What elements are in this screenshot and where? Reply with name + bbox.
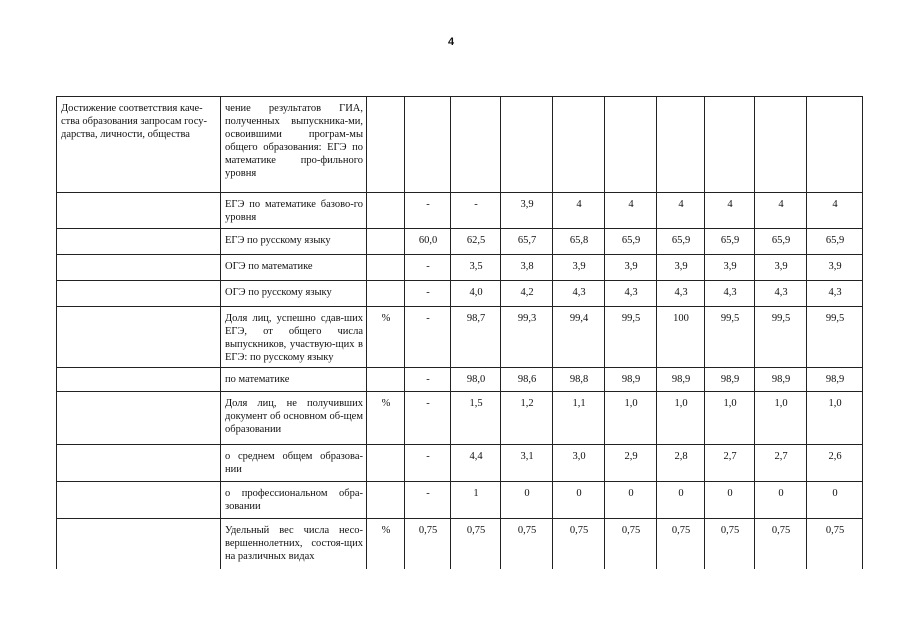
indicator-cell: о профессиональном обра-зовании xyxy=(221,482,367,519)
value-cell: 0,75 xyxy=(807,519,863,569)
value-cell: 65,9 xyxy=(605,229,657,255)
value-cell xyxy=(501,97,553,193)
value-cell: 65,9 xyxy=(807,229,863,255)
value-cell: 98,9 xyxy=(605,368,657,392)
area-cell xyxy=(57,255,221,281)
indicators-table xyxy=(56,96,863,569)
value-cell: - xyxy=(405,281,451,307)
value-cell: 4,3 xyxy=(657,281,705,307)
value-cell: - xyxy=(405,368,451,392)
indicator-cell: о среднем общем образова-нии xyxy=(221,445,367,482)
value-cell: 4 xyxy=(705,193,755,229)
value-cell: - xyxy=(405,307,451,368)
value-cell: 1,0 xyxy=(807,392,863,445)
value-cell: 100 xyxy=(657,307,705,368)
value-cell xyxy=(807,97,863,193)
indicator-cell: ЕГЭ по русскому языку xyxy=(221,229,367,255)
value-cell: 99,5 xyxy=(705,307,755,368)
value-cell: 1,0 xyxy=(605,392,657,445)
value-cell: 3,9 xyxy=(807,255,863,281)
unit-cell xyxy=(367,97,405,193)
indicator-cell: ОГЭ по математике xyxy=(221,255,367,281)
value-cell: 0,75 xyxy=(605,519,657,569)
value-cell: 4,3 xyxy=(755,281,807,307)
value-cell: 0 xyxy=(755,482,807,519)
unit-cell xyxy=(367,482,405,519)
value-cell: 4 xyxy=(755,193,807,229)
area-cell: Достижение соответствия каче-ства образования запросам госу-дарства, личности, общества xyxy=(57,97,221,193)
value-cell: 3,9 xyxy=(657,255,705,281)
value-cell: 3,0 xyxy=(553,445,605,482)
value-cell: 0,75 xyxy=(501,519,553,569)
table-row xyxy=(57,445,863,482)
value-cell: 3,9 xyxy=(553,255,605,281)
value-cell: 65,9 xyxy=(755,229,807,255)
value-cell: 4 xyxy=(553,193,605,229)
value-cell: 99,5 xyxy=(605,307,657,368)
value-cell: 65,7 xyxy=(501,229,553,255)
value-cell: 0 xyxy=(501,482,553,519)
value-cell: 0 xyxy=(807,482,863,519)
value-cell: 0,75 xyxy=(657,519,705,569)
value-cell: 3,9 xyxy=(501,193,553,229)
value-cell: 0,75 xyxy=(451,519,501,569)
value-cell: 98,9 xyxy=(657,368,705,392)
value-cell: 3,9 xyxy=(705,255,755,281)
value-cell: 2,8 xyxy=(657,445,705,482)
area-cell xyxy=(57,307,221,368)
value-cell: 0,75 xyxy=(405,519,451,569)
value-cell: 1,1 xyxy=(553,392,605,445)
table-row xyxy=(57,392,863,445)
table-row xyxy=(57,255,863,281)
value-cell: 1 xyxy=(451,482,501,519)
value-cell xyxy=(405,97,451,193)
indicator-cell: Доля лиц, успешно сдав-ших ЕГЭ, от общего числа выпускников, участвую-щих в ЕГЭ: по русскому языку xyxy=(221,307,367,368)
indicator-cell: Удельный вес числа несо-вершеннолетних, состоя-щих на различных видах xyxy=(221,519,367,569)
area-cell xyxy=(57,281,221,307)
value-cell: 1,0 xyxy=(705,392,755,445)
value-cell: 4,2 xyxy=(501,281,553,307)
value-cell: 98,6 xyxy=(501,368,553,392)
table-row xyxy=(57,519,863,569)
unit-cell xyxy=(367,281,405,307)
value-cell: 0 xyxy=(553,482,605,519)
indicator-cell: ОГЭ по русскому языку xyxy=(221,281,367,307)
value-cell: 99,3 xyxy=(501,307,553,368)
value-cell: 0,75 xyxy=(553,519,605,569)
area-cell xyxy=(57,229,221,255)
value-cell: 65,9 xyxy=(705,229,755,255)
area-cell xyxy=(57,392,221,445)
value-cell: 4 xyxy=(605,193,657,229)
value-cell: 4,4 xyxy=(451,445,501,482)
value-cell: 99,5 xyxy=(755,307,807,368)
value-cell: 98,0 xyxy=(451,368,501,392)
area-cell xyxy=(57,519,221,569)
value-cell xyxy=(755,97,807,193)
unit-cell xyxy=(367,229,405,255)
area-cell xyxy=(57,193,221,229)
table-row xyxy=(57,281,863,307)
value-cell: 98,9 xyxy=(705,368,755,392)
value-cell: 60,0 xyxy=(405,229,451,255)
value-cell xyxy=(451,97,501,193)
value-cell: - xyxy=(451,193,501,229)
value-cell: 4,3 xyxy=(553,281,605,307)
value-cell: 4,0 xyxy=(451,281,501,307)
value-cell: 2,9 xyxy=(605,445,657,482)
table-row xyxy=(57,229,863,255)
unit-cell xyxy=(367,255,405,281)
value-cell: 98,9 xyxy=(755,368,807,392)
indicator-cell: Доля лиц, не получивших документ об основном об-щем образовании xyxy=(221,392,367,445)
value-cell: 2,6 xyxy=(807,445,863,482)
value-cell: 0 xyxy=(605,482,657,519)
value-cell: 1,5 xyxy=(451,392,501,445)
value-cell: 2,7 xyxy=(705,445,755,482)
table-row xyxy=(57,307,863,368)
value-cell: 99,4 xyxy=(553,307,605,368)
unit-cell xyxy=(367,445,405,482)
value-cell: 1,2 xyxy=(501,392,553,445)
value-cell: 98,7 xyxy=(451,307,501,368)
unit-cell: % xyxy=(367,392,405,445)
value-cell: 4 xyxy=(657,193,705,229)
indicator-cell: ЕГЭ по математике базово-го уровня xyxy=(221,193,367,229)
value-cell xyxy=(553,97,605,193)
value-cell: 3,1 xyxy=(501,445,553,482)
value-cell: 3,8 xyxy=(501,255,553,281)
value-cell: 2,7 xyxy=(755,445,807,482)
table-row xyxy=(57,193,863,229)
value-cell: - xyxy=(405,445,451,482)
unit-cell xyxy=(367,193,405,229)
value-cell: - xyxy=(405,255,451,281)
value-cell: 98,9 xyxy=(807,368,863,392)
value-cell: 4 xyxy=(807,193,863,229)
table-row xyxy=(57,97,863,193)
value-cell: 1,0 xyxy=(657,392,705,445)
value-cell: 3,9 xyxy=(755,255,807,281)
value-cell xyxy=(705,97,755,193)
value-cell: 0,75 xyxy=(705,519,755,569)
value-cell: - xyxy=(405,193,451,229)
area-cell xyxy=(57,445,221,482)
area-cell xyxy=(57,368,221,392)
page-number: 4 xyxy=(448,36,455,48)
value-cell xyxy=(605,97,657,193)
value-cell: 0 xyxy=(705,482,755,519)
value-cell: 4,3 xyxy=(807,281,863,307)
value-cell: - xyxy=(405,392,451,445)
unit-cell: % xyxy=(367,307,405,368)
table-row xyxy=(57,482,863,519)
indicator-cell: чение результатов ГИА, полученных выпускника-ми, освоившими програм-мы общего образования: ЕГЭ по математике про-фильного уровня xyxy=(221,97,367,193)
indicator-cell: по математике xyxy=(221,368,367,392)
value-cell: 99,5 xyxy=(807,307,863,368)
unit-cell: % xyxy=(367,519,405,569)
value-cell xyxy=(657,97,705,193)
table-row xyxy=(57,368,863,392)
value-cell: 4,3 xyxy=(605,281,657,307)
value-cell: - xyxy=(405,482,451,519)
value-cell: 3,5 xyxy=(451,255,501,281)
value-cell: 65,8 xyxy=(553,229,605,255)
value-cell: 98,8 xyxy=(553,368,605,392)
value-cell: 62,5 xyxy=(451,229,501,255)
value-cell: 3,9 xyxy=(605,255,657,281)
value-cell: 0 xyxy=(657,482,705,519)
value-cell: 1,0 xyxy=(755,392,807,445)
value-cell: 0,75 xyxy=(755,519,807,569)
area-cell xyxy=(57,482,221,519)
table-body xyxy=(57,97,863,569)
value-cell: 65,9 xyxy=(657,229,705,255)
unit-cell xyxy=(367,368,405,392)
value-cell: 4,3 xyxy=(705,281,755,307)
